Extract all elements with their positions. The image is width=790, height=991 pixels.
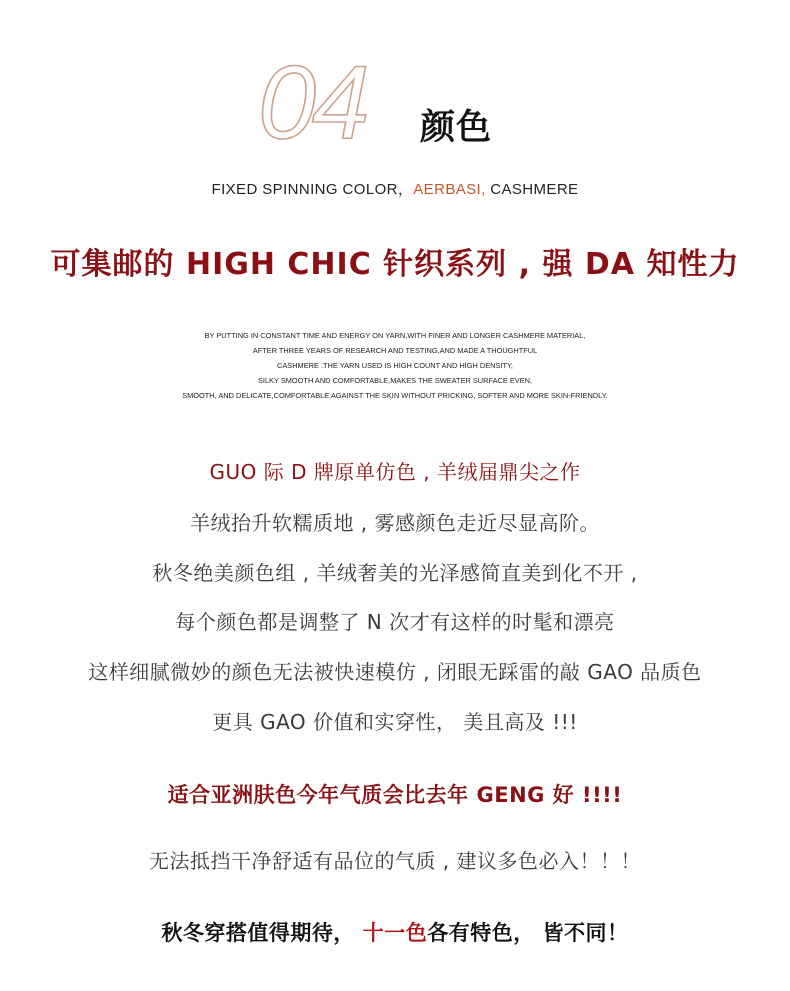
closing-line bbox=[0, 917, 790, 947]
closing-part2: 各有特色， 皆不同！ bbox=[427, 921, 629, 945]
body-line-highlight: GUO 际 D 牌原单仿色 , 羊绒届鼎尖之作 bbox=[209, 460, 581, 484]
english-paragraph-line: CASHMERE .THE YARN USED IS HIGH COUNT AND HIGH DENSITY, bbox=[277, 361, 513, 370]
slogan: 适合亚洲肤色今年气质会比去年 GENG 好 !!!! bbox=[167, 783, 623, 807]
english-paragraph-line: SMOOTH, AND DELICATE,COMFORTABLE AGAINST THE SKIN WITHOUT PRICKING, SOFTER AND MORE SKIN-FRIENDLY. bbox=[182, 391, 608, 400]
closing-highlight: 十一色 bbox=[362, 921, 428, 945]
section-number-graphic bbox=[258, 52, 408, 152]
body-line: 羊绒抬升软糯质地 , 雾感颜色走近尽显高阶。 bbox=[189, 511, 601, 535]
english-paragraph bbox=[0, 328, 790, 403]
body-line: 秋冬绝美颜色组 , 羊绒奢美的光泽感简直美到化不开 , bbox=[152, 561, 638, 585]
body-line: 这样细腻微妙的颜色无法被快速模仿 , 闭眼无踩雷的敲 GAO 品质色 bbox=[88, 660, 702, 684]
section-title: 颜色 bbox=[420, 108, 493, 148]
subtitle-part1: FIXED SPINNING COLOR， bbox=[211, 181, 414, 198]
headline: 可集邮的 HIGH CHIC 针织系列 , 强 DA 知性力 bbox=[50, 247, 740, 282]
english-paragraph-line: AFTER THREE YEARS OF RESEARCH AND TESTING,AND MADE A THOUGHTFUL bbox=[252, 346, 538, 355]
subtitle bbox=[0, 178, 790, 199]
subtitle-accent: AERBASI, bbox=[413, 181, 486, 198]
recommendation-note: 无法抵挡干净舒适有品位的气质 , 建议多色必入！！！ bbox=[148, 849, 642, 873]
subtitle-part2: CASHMERE bbox=[485, 181, 579, 198]
closing-part1: 秋冬穿搭值得期待， bbox=[161, 921, 363, 945]
body-line: 更具 GAO 价值和实穿性， 美且高及 !!! bbox=[212, 710, 578, 734]
body-line: 每个颜色都是调整了 N 次才有这样的时髦和漂亮 bbox=[175, 610, 615, 634]
english-paragraph-line: SILKY SMOOTH AND COMFORTABLE,MAKES THE SWEATER SURFACE EVEN, bbox=[257, 376, 533, 385]
section-number: 04 bbox=[258, 52, 366, 152]
english-paragraph-line: BY PUTTING IN CONSTANT TIME AND ENERGY ON YARN,WITH FINER AND LONGER CASHMERE MATERIAL, bbox=[204, 331, 586, 340]
